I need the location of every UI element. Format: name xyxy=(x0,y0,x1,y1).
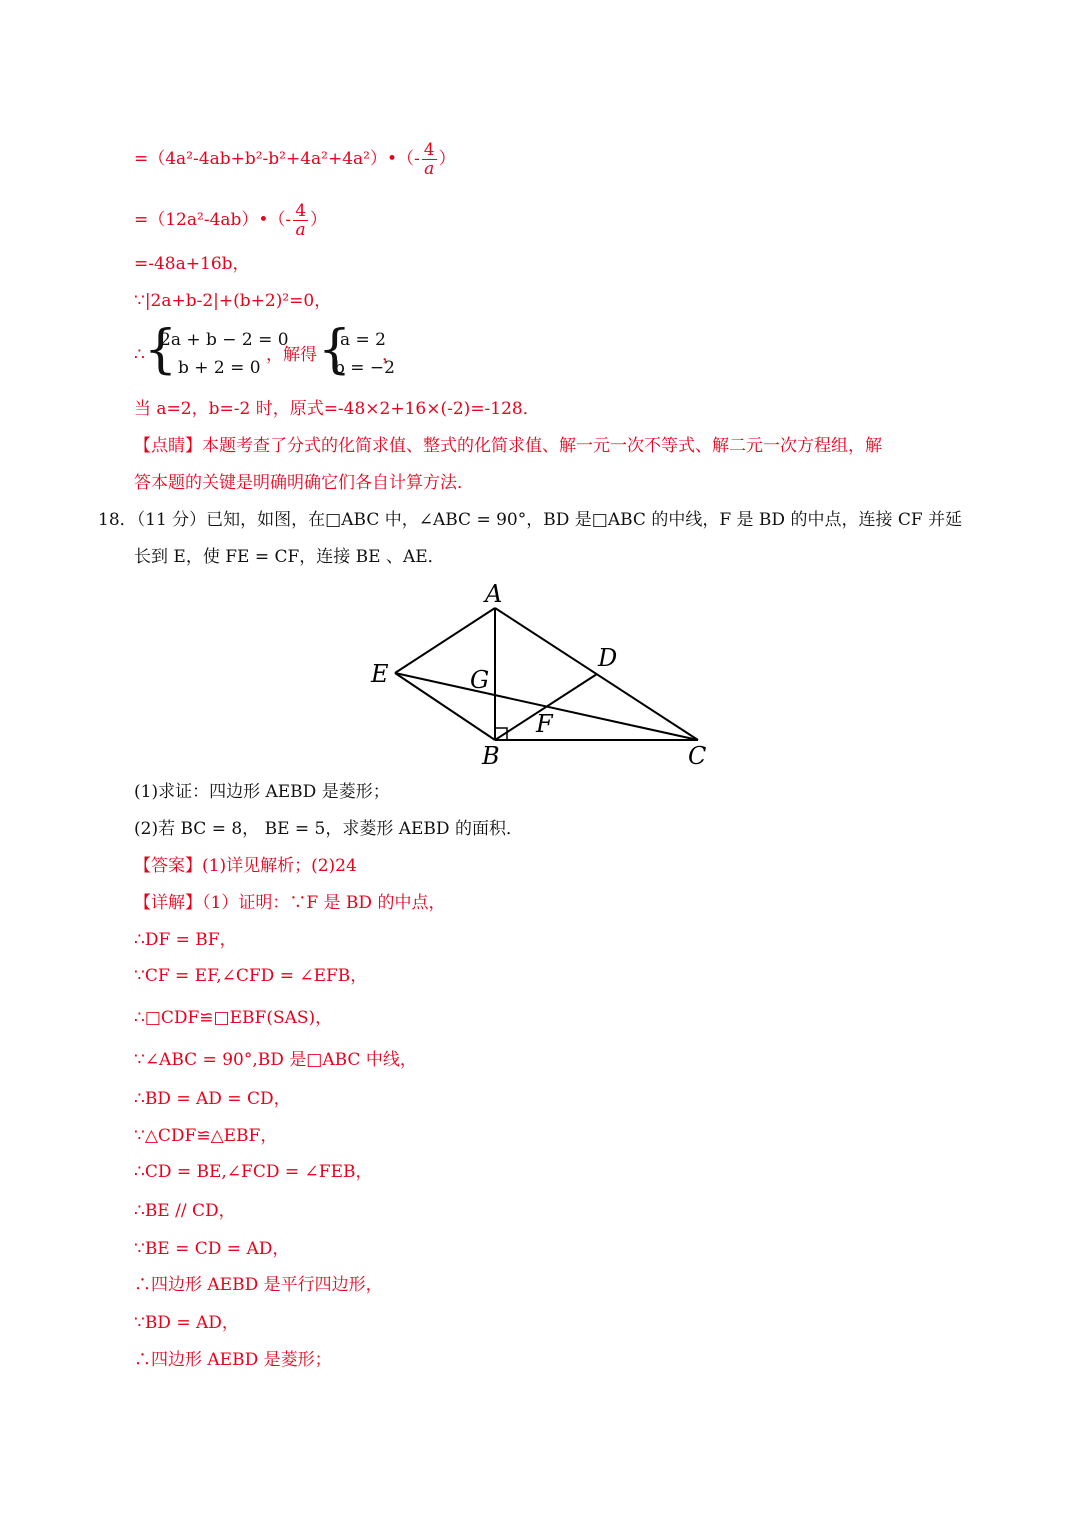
answer-tag: 【答案】 xyxy=(134,856,202,876)
expression-text: =（4a²-4ab+b²-b²+4a²+4a²）•（- xyxy=(134,149,420,169)
equation-2: b + 2 = 0 xyxy=(178,358,261,378)
question-line-1: 18．（11 分）已知，如图，在□ABC 中，∠ABC = 90°，BD 是□ABC 的中线，F 是 BD 的中点，连接 CF 并延 xyxy=(98,510,963,530)
question-line-2: 长到 E，使 FE = CF，连接 BE 、AE． xyxy=(134,547,445,567)
proof-line-3: ∴□CDF≌□EBF(SAS)， xyxy=(134,1008,333,1028)
part-1: (1)求证：四边形 AEBD 是菱形； xyxy=(134,782,390,802)
solution-line-1: =（4a²-4ab+b²-b²+4a²+4a²）•（- $\frac{4}{a}$ ） xyxy=(134,140,456,179)
proof-line-9: ∵BE = CD = AD， xyxy=(134,1239,290,1259)
fraction: $\frac{4}{a}$ xyxy=(295,201,307,240)
proof-line-7: ∴CD = BE,∠FCD = ∠FEB， xyxy=(134,1162,373,1182)
detail-tag: 【详解】 xyxy=(134,893,202,913)
left-brace: { xyxy=(144,320,178,380)
label-B: B xyxy=(482,742,500,770)
expression-text: =（12a²-4ab）•（- xyxy=(134,210,292,230)
equation-1: 2a + b − 2 = 0 xyxy=(160,330,289,350)
label-D: D xyxy=(598,644,618,672)
comment-tag: 【点睛】 xyxy=(134,436,202,456)
solution-line-6: 当 a=2，b=-2 时，原式=-48×2+16×(-2)=-128． xyxy=(134,399,540,419)
label-G: G xyxy=(470,666,490,694)
proof-line-6: ∵△CDF≌△EBF， xyxy=(134,1126,278,1146)
proof-line-12: ∴四边形 AEBD 是菱形； xyxy=(134,1350,332,1370)
label-F: F xyxy=(536,710,553,738)
detail-line: 【详解】（1）证明：∵F 是 BD 的中点， xyxy=(134,893,446,913)
label-A: A xyxy=(485,580,503,608)
solution-a: a = 2 xyxy=(340,330,387,350)
solution-b: b = −2 xyxy=(334,358,395,378)
fraction: $\frac{4}{a}$ xyxy=(423,140,435,179)
solution-line-4: ∵|2a+b-2|+(b+2)²=0， xyxy=(134,291,332,311)
solution-line-2: =（12a²-4ab）•（- $\frac{4}{a}$ ） xyxy=(134,201,328,240)
proof-line-10: ∴四边形 AEBD 是平行四边形， xyxy=(134,1275,383,1295)
part-2: (2)若 BC = 8， BE = 5，求菱形 AEBD 的面积． xyxy=(134,819,523,839)
solution-line-3: =-48a+16b， xyxy=(134,254,250,274)
label-C: C xyxy=(688,742,707,770)
comment-line-2: 答本题的关键是明确明确它们各自计算方法． xyxy=(134,473,474,493)
segment-AE xyxy=(395,608,495,673)
left-brace: { xyxy=(318,320,352,380)
proof-line-5: ∴BD = AD = CD， xyxy=(134,1089,291,1109)
answer-line: 【答案】(1)详见解析；(2)24 xyxy=(134,856,357,876)
solve-text: ，解得 xyxy=(266,345,317,365)
proof-line-1: ∴DF = BF， xyxy=(134,930,237,950)
geometry-figure xyxy=(360,578,720,774)
comment-line-1: 【点睛】本题考查了分式的化简求值、整式的化简求值、解一元一次不等式、解二元一次方程组，解 xyxy=(134,436,882,456)
proof-line-4: ∵∠ABC = 90°,BD 是□ABC 中线， xyxy=(134,1050,417,1070)
label-E: E xyxy=(371,660,389,688)
therefore-symbol: ∴ xyxy=(134,345,145,365)
proof-line-8: ∴BE // CD， xyxy=(134,1201,236,1221)
proof-line-2: ∵CF = EF,∠CFD = ∠EFB， xyxy=(134,966,368,986)
document-page: =（4a²-4ab+b²-b²+4a²+4a²）•（- $\frac{4}{a}$ ） =（12a²-4ab）•（- $\frac{4}{a}$ ） =-48a+16b， ∵|2a+b-2|+(b+2)²=0， ∴ { 2a + b − 2 = 0 b + 2 = 0 ，解得 { a = 2 b = −2 ， 当 a=2，b=-2 时，原式=-48×2+16×(-2)=-128． 【点睛】本题考查了分式的化简求值、整式的化简求值、解一元一次不等式、解二元一次方程组，解 答本题的关键是明确明确它们各自计算方法． 18．（11 分）已知，如图，在□ABC 中，∠ABC = 90°，BD 是□ABC 的中线，F 是 BD 的中点，连接 CF 并延 长到 E，使 FE = CF，连接 BE 、AE． A E G D F B C (1)求证：四边形 AEBD 是菱形； (2)若 BC = 8， BE = 5，求菱形 AEBD 的面积． 【答案】(1)详见解析；(2)24 【详解】（1）证明：∵F 是 BD 的中点， ∴DF = BF， ∵CF = EF,∠CFD = ∠EFB， ∴□CDF≌□EBF(SAS)， ∵∠ABC = 90°,BD 是□ABC 中线， ∴BD = AD = CD， ∵△CDF≌△EBF， ∴CD = BE,∠FCD = ∠FEB， ∴BE // CD， ∵BE = CD = AD， ∴四边形 AEBD 是平行四边形， ∵BD = AD， ∴四边形 AEBD 是菱形； xyxy=(98,140,963,1370)
proof-line-11: ∵BD = AD， xyxy=(134,1313,239,1333)
